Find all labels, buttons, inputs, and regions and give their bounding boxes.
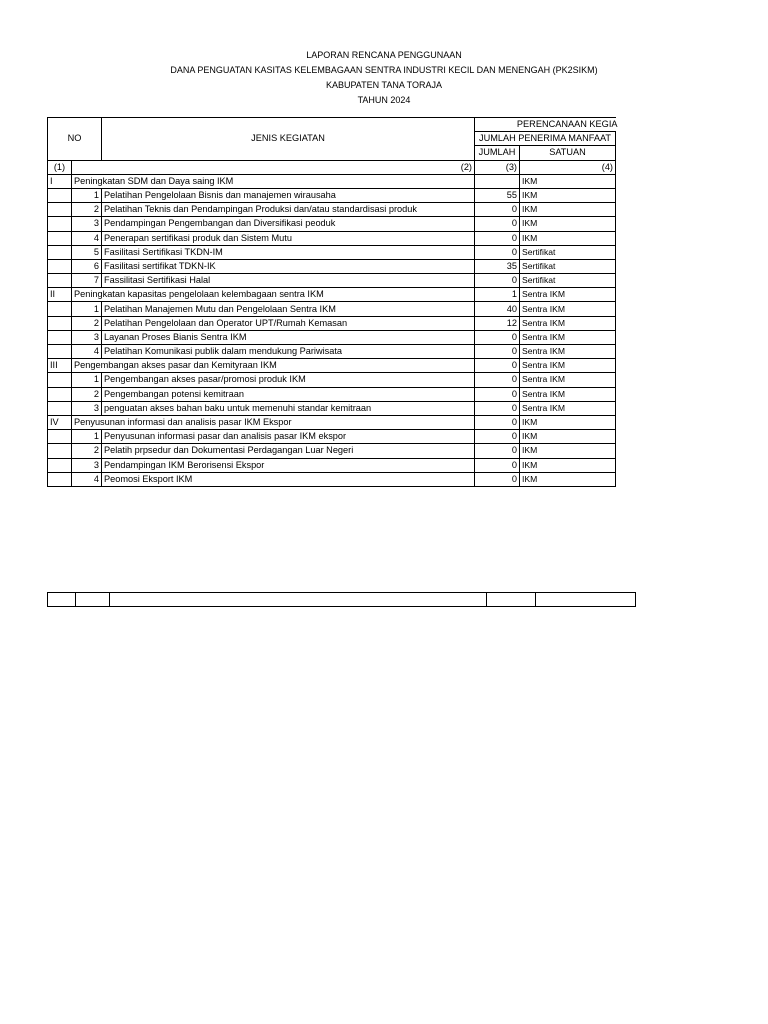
empty-cell: [48, 274, 72, 288]
table-row: [48, 401, 616, 415]
jumlah-value: 0: [475, 217, 520, 231]
item-number: 3: [72, 401, 102, 415]
jumlah-value: 0: [475, 387, 520, 401]
item-number: 3: [72, 330, 102, 344]
activity-name: Pendampingan IKM Berorisensi Ekspor: [102, 458, 475, 472]
jumlah-value: 0: [475, 430, 520, 444]
satuan-value: Sentra IKM: [520, 401, 616, 415]
empty-cell: [48, 188, 72, 202]
table-row: [48, 259, 616, 273]
report-region: KABUPATEN TANA TORAJA: [325, 80, 443, 90]
table-row: [48, 472, 616, 486]
satuan-value: IKM: [520, 472, 616, 486]
section-row: [48, 415, 616, 429]
empty-cell: [48, 593, 76, 607]
empty-cell: [48, 245, 72, 259]
activity-name: Pelatihan Komunikasi publik dalam mendukung Pariwisata: [102, 345, 475, 359]
index-4: (4): [520, 160, 616, 174]
empty-cell: [48, 387, 72, 401]
empty-cell: [48, 217, 72, 231]
satuan-value: Sertifikat: [520, 274, 616, 288]
activity-name: Pelatihan Pengelolaan Bisnis dan manajemen wirausaha: [102, 188, 475, 202]
item-number: 2: [72, 316, 102, 330]
header-no: NO: [48, 118, 102, 161]
section-row: [48, 288, 616, 302]
satuan-value: IKM: [520, 415, 616, 429]
empty-total-row: [47, 592, 636, 607]
table-row: [48, 203, 616, 217]
jumlah-value: 0: [475, 330, 520, 344]
jumlah-value: 0: [475, 245, 520, 259]
empty-cell: [48, 330, 72, 344]
jumlah-value: 12: [475, 316, 520, 330]
activity-name: penguatan akses bahan baku untuk memenuhi standar kemitraan: [102, 401, 475, 415]
activity-name: Pelatih prpsedur dan Dokumentasi Perdagangan Luar Negeri: [102, 444, 475, 458]
jumlah-value: 0: [475, 458, 520, 472]
item-number: 6: [72, 259, 102, 273]
table-row: [48, 387, 616, 401]
satuan-value: Sertifikat: [520, 259, 616, 273]
report-subtitle: DANA PENGUATAN KASITAS KELEMBAGAAN SENTRA INDUSTRI KECIL DAN MENENGAH (PK2SIKM): [170, 65, 598, 75]
header-penerima-manfaat: JUMLAH PENERIMA MANFAAT: [475, 132, 616, 146]
jumlah-value: [475, 174, 520, 188]
activity-name: Penyusunan informasi pasar dan analisis pasar IKM ekspor: [102, 430, 475, 444]
activity-name: Pelatihan Pengelolaan dan Operator UPT/Rumah Kemasan: [102, 316, 475, 330]
satuan-value: IKM: [520, 174, 616, 188]
header-jumlah: JUMLAH: [475, 146, 520, 160]
activity-name: Pelatihan Manajemen Mutu dan Pengelolaan Sentra IKM: [102, 302, 475, 316]
satuan-value: IKM: [520, 444, 616, 458]
section-number: II: [48, 288, 72, 302]
item-number: 4: [72, 231, 102, 245]
section-title: Peningkatan SDM dan Daya saing IKM: [72, 174, 475, 188]
activity-name: Pelatihan Teknis dan Pendampingan Produksi dan/atau standardisasi produk: [102, 203, 475, 217]
jumlah-value: 0: [475, 203, 520, 217]
item-number: 1: [72, 188, 102, 202]
table-row: [48, 444, 616, 458]
section-row: [48, 359, 616, 373]
activity-name: Fasilitasi sertifikat TDKN-IK: [102, 259, 475, 273]
jumlah-value: 35: [475, 259, 520, 273]
section-row: [48, 174, 616, 188]
item-number: 1: [72, 302, 102, 316]
table-row: [48, 373, 616, 387]
empty-cell: [48, 430, 72, 444]
activity-name: Pendampingan Pengembangan dan Diversifikasi peoduk: [102, 217, 475, 231]
item-number: 3: [72, 458, 102, 472]
header-perencanaan: PERENCANAAN KEGIA: [475, 118, 616, 132]
item-number: 2: [72, 203, 102, 217]
jumlah-value: 55: [475, 188, 520, 202]
item-number: 1: [72, 373, 102, 387]
satuan-value: Sentra IKM: [520, 316, 616, 330]
header-satuan: SATUAN: [520, 146, 616, 160]
satuan-value: Sentra IKM: [520, 330, 616, 344]
satuan-value: IKM: [520, 203, 616, 217]
empty-cell: [76, 593, 110, 607]
satuan-value: IKM: [520, 231, 616, 245]
satuan-value: Sentra IKM: [520, 345, 616, 359]
item-number: 4: [72, 472, 102, 486]
table-row: [48, 274, 616, 288]
item-number: 2: [72, 387, 102, 401]
satuan-value: IKM: [520, 458, 616, 472]
satuan-value: IKM: [520, 188, 616, 202]
empty-cell: [48, 444, 72, 458]
table-row: [48, 458, 616, 472]
empty-cell: [48, 345, 72, 359]
table-row: [48, 245, 616, 259]
empty-cell: [48, 401, 72, 415]
table-row: [48, 302, 616, 316]
satuan-value: IKM: [520, 430, 616, 444]
item-number: 4: [72, 345, 102, 359]
activity-name: Pengembangan akses pasar/promosi produk IKM: [102, 373, 475, 387]
empty-cell: [48, 472, 72, 486]
empty-cell: [48, 259, 72, 273]
satuan-value: Sentra IKM: [520, 359, 616, 373]
section-number: III: [48, 359, 72, 373]
jumlah-value: 0: [475, 444, 520, 458]
index-2: (2): [72, 160, 475, 174]
table-row: [48, 345, 616, 359]
empty-cell: [48, 316, 72, 330]
jumlah-value: 0: [475, 472, 520, 486]
activity-table: [47, 117, 616, 487]
satuan-value: Sertifikat: [520, 245, 616, 259]
jumlah-value: 0: [475, 231, 520, 245]
table-row: [48, 316, 616, 330]
item-number: 5: [72, 245, 102, 259]
activity-name: Fassilitasi Sertifikasi Halal: [102, 274, 475, 288]
table-row: [48, 188, 616, 202]
section-number: IV: [48, 415, 72, 429]
item-number: 1: [72, 430, 102, 444]
item-number: 7: [72, 274, 102, 288]
empty-cell: [487, 593, 536, 607]
empty-cell: [536, 593, 636, 607]
activity-name: Layanan Proses Bianis Sentra IKM: [102, 330, 475, 344]
jumlah-value: 0: [475, 401, 520, 415]
table-row: [48, 330, 616, 344]
section-title: Peningkatan kapasitas pengelolaan kelembagaan sentra IKM: [72, 288, 475, 302]
empty-cell: [48, 231, 72, 245]
report-year: TAHUN 2024: [357, 95, 411, 105]
jumlah-value: 1: [475, 288, 520, 302]
jumlah-value: 0: [475, 359, 520, 373]
index-1: (1): [48, 160, 72, 174]
satuan-value: Sentra IKM: [520, 387, 616, 401]
satuan-value: IKM: [520, 217, 616, 231]
empty-cell: [48, 458, 72, 472]
satuan-value: Sentra IKM: [520, 302, 616, 316]
item-number: 2: [72, 444, 102, 458]
table-row: [48, 231, 616, 245]
report-title: LAPORAN RENCANA PENGGUNAAN: [306, 50, 462, 60]
index-3: (3): [475, 160, 520, 174]
jumlah-value: 0: [475, 373, 520, 387]
table-row: [48, 217, 616, 231]
section-title: Pengembangan akses pasar dan Kemityraan IKM: [72, 359, 475, 373]
empty-cell: [48, 373, 72, 387]
jumlah-value: 0: [475, 345, 520, 359]
activity-name: Pengembangan potensi kemitraan: [102, 387, 475, 401]
empty-cell: [48, 302, 72, 316]
activity-name: Penerapan sertifikasi produk dan Sistem Mutu: [102, 231, 475, 245]
jumlah-value: 40: [475, 302, 520, 316]
activity-name: Fasilitasi Sertifikasi TKDN-IM: [102, 245, 475, 259]
empty-cell: [48, 203, 72, 217]
activity-name: Peomosi Eksport IKM: [102, 472, 475, 486]
header-jenis-kegiatan: JENIS KEGIATAN: [102, 118, 475, 161]
table-row: [48, 430, 616, 444]
jumlah-value: 0: [475, 415, 520, 429]
section-title: Penyusunan informasi dan analisis pasar IKM Ekspor: [72, 415, 475, 429]
satuan-value: Sentra IKM: [520, 373, 616, 387]
item-number: 3: [72, 217, 102, 231]
section-number: I: [48, 174, 72, 188]
empty-cell: [110, 593, 487, 607]
jumlah-value: 0: [475, 274, 520, 288]
report-header: [0, 48, 768, 108]
satuan-value: Sentra IKM: [520, 288, 616, 302]
